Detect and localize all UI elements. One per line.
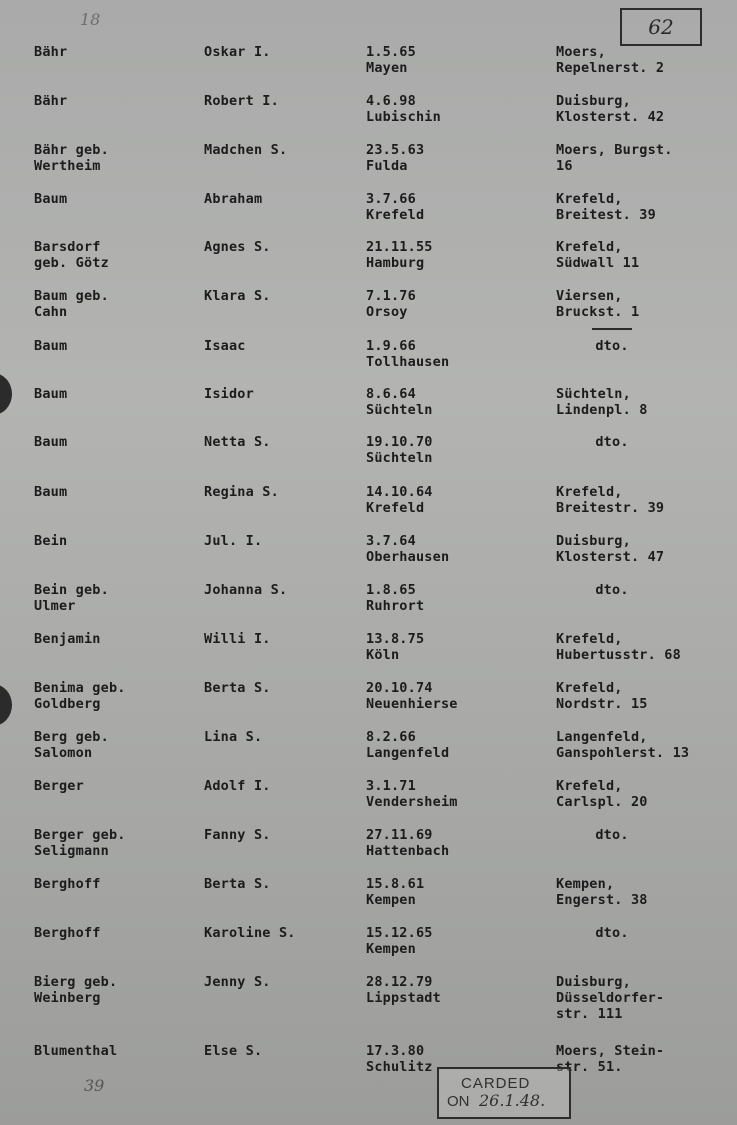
address-cell	[556, 142, 673, 174]
surname-line: Baum	[34, 338, 68, 354]
surname-line: Bähr	[34, 93, 68, 109]
surname-cell	[34, 44, 67, 60]
birth-place: Schulitz	[366, 1059, 433, 1075]
handwritten-note-top: 18	[80, 10, 101, 29]
register-row	[0, 239, 737, 287]
birth-date: 3.7.64	[366, 533, 416, 549]
given-name: Karoline S.	[204, 925, 296, 941]
surname-cell	[34, 533, 67, 549]
surname-cell	[34, 974, 117, 1006]
surname-cell	[34, 827, 126, 859]
register-row	[0, 386, 737, 434]
register-row	[0, 1043, 737, 1091]
address-cell	[556, 191, 656, 223]
address-line: Moers, Burgst.	[556, 142, 673, 158]
birth-cell	[366, 1043, 433, 1075]
birth-date: 13.8.75	[366, 631, 425, 647]
surname-line: Bein geb.	[34, 582, 109, 598]
register-row	[0, 582, 737, 630]
surname-line: Bähr geb.	[34, 142, 109, 158]
birth-date: 4.6.98	[366, 93, 416, 109]
address-line: Krefeld,	[556, 778, 623, 794]
given-name-cell	[204, 680, 271, 696]
given-name: Johanna S.	[204, 582, 288, 598]
address-line: Langenfeld,	[556, 729, 648, 745]
given-name-cell	[204, 631, 271, 647]
birth-cell	[366, 434, 433, 466]
birth-date: 27.11.69	[366, 827, 433, 843]
register-row	[0, 434, 737, 482]
address-line: dto.	[595, 827, 629, 843]
surname-cell	[34, 582, 109, 614]
birth-date: 3.7.66	[366, 191, 416, 207]
address-line: Duisburg,	[556, 974, 631, 990]
birth-cell	[366, 239, 433, 271]
address-cell	[556, 239, 639, 271]
address-cell	[556, 44, 664, 76]
address-line: Hubertusstr. 68	[556, 647, 681, 663]
pencil-underline-mark	[592, 328, 632, 330]
given-name-cell	[204, 974, 271, 990]
address-line: Carlspl. 20	[556, 794, 648, 810]
surname-line: Salomon	[34, 745, 93, 761]
birth-date: 19.10.70	[366, 434, 433, 450]
given-name-cell	[204, 582, 287, 598]
given-name: Jenny S.	[204, 974, 271, 990]
surname-line: geb. Götz	[34, 255, 109, 271]
birth-place: Vendersheim	[366, 794, 458, 810]
birth-place: Krefeld	[366, 500, 425, 516]
carded-stamp	[437, 1067, 571, 1119]
address-line: Bruckst. 1	[556, 304, 640, 320]
birth-cell	[366, 93, 441, 125]
birth-cell	[366, 925, 433, 957]
address-line: Nordstr. 15	[556, 696, 648, 712]
birth-cell	[366, 44, 416, 76]
given-name-cell	[204, 778, 271, 794]
birth-date: 8.6.64	[366, 386, 416, 402]
register-row	[0, 338, 737, 386]
birth-cell	[366, 974, 441, 1006]
given-name: Regina S.	[204, 484, 279, 500]
surname-cell	[34, 338, 67, 354]
address-cell	[556, 680, 648, 712]
birth-place: Mayen	[366, 60, 408, 76]
address-line: Engerst. 38	[556, 892, 648, 908]
surname-line: Benjamin	[34, 631, 101, 647]
birth-date: 8.2.66	[366, 729, 416, 745]
address-line: Klosterst. 47	[556, 549, 665, 565]
address-cell	[556, 778, 648, 810]
surname-cell	[34, 778, 84, 794]
given-name: Netta S.	[204, 434, 271, 450]
surname-line: Bein	[34, 533, 68, 549]
surname-line: Berghoff	[34, 925, 101, 941]
given-name-cell	[204, 925, 296, 941]
surname-line: Seligmann	[34, 843, 109, 859]
surname-line: Ulmer	[34, 598, 76, 614]
given-name: Isidor	[204, 386, 254, 402]
register-row	[0, 142, 737, 190]
given-name-cell	[204, 484, 279, 500]
address-line: Duisburg,	[556, 533, 631, 549]
surname-line: Barsdorf	[34, 239, 101, 255]
birth-cell	[366, 142, 424, 174]
birth-date: 14.10.64	[366, 484, 433, 500]
birth-date: 1.8.65	[366, 582, 416, 598]
birth-date: 23.5.63	[366, 142, 425, 158]
surname-line: Wertheim	[34, 158, 101, 174]
register-row	[0, 778, 737, 826]
address-line: Südwall 11	[556, 255, 640, 271]
surname-line: Berg geb.	[34, 729, 109, 745]
carded-stamp-date: 26.1.48.	[479, 1091, 546, 1110]
surname-line: Berghoff	[34, 876, 101, 892]
birth-cell	[366, 631, 424, 663]
birth-cell	[366, 876, 424, 908]
surname-cell	[34, 288, 109, 320]
address-line: Viersen,	[556, 288, 623, 304]
surname-line: Baum	[34, 434, 68, 450]
birth-date: 21.11.55	[366, 239, 433, 255]
address-line: Breitestr. 39	[556, 500, 665, 516]
birth-place: Neuenhierse	[366, 696, 458, 712]
given-name: Agnes S.	[204, 239, 271, 255]
given-name: Else S.	[204, 1043, 263, 1059]
birth-cell	[366, 582, 424, 614]
surname-line: Blumenthal	[34, 1043, 118, 1059]
given-name: Adolf I.	[204, 778, 271, 794]
surname-line: Cahn	[34, 304, 68, 320]
surname-cell	[34, 484, 67, 500]
birth-place: Ruhrort	[366, 598, 425, 614]
address-cell	[556, 827, 668, 843]
birth-date: 15.12.65	[366, 925, 433, 941]
birth-date: 28.12.79	[366, 974, 433, 990]
register-row	[0, 484, 737, 532]
address-cell	[556, 533, 664, 565]
address-line: Krefeld,	[556, 239, 623, 255]
given-name-cell	[204, 93, 279, 109]
register-row	[0, 925, 737, 973]
address-line: Krefeld,	[556, 631, 623, 647]
birth-place: Kempen	[366, 941, 416, 957]
given-name-cell	[204, 827, 271, 843]
birth-place: Tollhausen	[366, 354, 450, 370]
surname-cell	[34, 239, 109, 271]
address-line: Ganspohlerst. 13	[556, 745, 690, 761]
given-name: Oskar I.	[204, 44, 271, 60]
register-row	[0, 44, 737, 92]
given-name-cell	[204, 729, 262, 745]
address-cell	[556, 386, 648, 418]
register-row	[0, 876, 737, 924]
address-cell	[556, 434, 668, 450]
birth-cell	[366, 386, 433, 418]
surname-cell	[34, 631, 101, 647]
address-cell	[556, 338, 668, 354]
surname-line: Bierg geb.	[34, 974, 118, 990]
address-cell	[556, 974, 664, 1022]
address-line: Moers,	[556, 44, 606, 60]
address-line: Duisburg,	[556, 93, 631, 109]
birth-place: Krefeld	[366, 207, 425, 223]
given-name-cell	[204, 142, 287, 158]
address-line: dto.	[595, 338, 629, 354]
surname-line: Baum	[34, 484, 68, 500]
birth-cell	[366, 680, 458, 712]
address-cell	[556, 484, 664, 516]
address-cell	[556, 93, 664, 125]
address-line: str. 111	[556, 1006, 623, 1022]
given-name: Robert I.	[204, 93, 279, 109]
given-name-cell	[204, 44, 271, 60]
given-name-cell	[204, 1043, 262, 1059]
birth-cell	[366, 827, 449, 859]
surname-cell	[34, 925, 101, 941]
address-line: Süchteln,	[556, 386, 631, 402]
given-name-cell	[204, 288, 271, 304]
birth-place: Lubischin	[366, 109, 441, 125]
address-cell	[556, 288, 639, 320]
birth-cell	[366, 778, 458, 810]
birth-cell	[366, 338, 449, 370]
birth-place: Orsoy	[366, 304, 408, 320]
birth-cell	[366, 729, 449, 761]
surname-line: Bähr	[34, 44, 68, 60]
birth-place: Süchteln	[366, 450, 433, 466]
register-row	[0, 93, 737, 141]
surname-cell	[34, 434, 67, 450]
address-cell	[556, 729, 689, 761]
given-name-cell	[204, 533, 262, 549]
surname-cell	[34, 680, 126, 712]
given-name-cell	[204, 239, 271, 255]
address-line: Moers, Stein-	[556, 1043, 665, 1059]
birth-date: 17.3.80	[366, 1043, 425, 1059]
register-row	[0, 729, 737, 777]
birth-date: 20.10.74	[366, 680, 433, 696]
birth-place: Oberhausen	[366, 549, 450, 565]
given-name: Isaac	[204, 338, 246, 354]
birth-place: Süchteln	[366, 402, 433, 418]
address-line: Breitest. 39	[556, 207, 656, 223]
register-row	[0, 533, 737, 581]
birth-date: 7.1.76	[366, 288, 416, 304]
register-row	[0, 631, 737, 679]
given-name-cell	[204, 434, 271, 450]
given-name-cell	[204, 876, 271, 892]
birth-date: 15.8.61	[366, 876, 425, 892]
given-name-cell	[204, 338, 246, 354]
page-number-stamp: 62	[620, 8, 702, 46]
surname-line: Baum geb.	[34, 288, 109, 304]
given-name: Willi I.	[204, 631, 271, 647]
given-name: Lina S.	[204, 729, 263, 745]
register-row	[0, 680, 737, 728]
given-name: Berta S.	[204, 680, 271, 696]
birth-cell	[366, 288, 416, 320]
surname-cell	[34, 93, 67, 109]
address-cell	[556, 876, 648, 908]
given-name-cell	[204, 386, 254, 402]
surname-cell	[34, 1043, 117, 1059]
surname-cell	[34, 729, 109, 761]
address-line: dto.	[595, 925, 629, 941]
birth-place: Kempen	[366, 892, 416, 908]
handwritten-note-bottom: 39	[84, 1076, 105, 1095]
address-line: Repelnerst. 2	[556, 60, 665, 76]
birth-place: Köln	[366, 647, 400, 663]
surname-cell	[34, 191, 67, 207]
register-row	[0, 191, 737, 239]
address-line: Lindenpl. 8	[556, 402, 648, 418]
birth-place: Lippstadt	[366, 990, 441, 1006]
birth-place: Hamburg	[366, 255, 425, 271]
address-line: dto.	[595, 434, 629, 450]
surname-line: Berger	[34, 778, 84, 794]
address-cell	[556, 631, 681, 663]
register-row	[0, 974, 737, 1022]
surname-line: Baum	[34, 191, 68, 207]
given-name: Berta S.	[204, 876, 271, 892]
birth-date: 1.9.66	[366, 338, 416, 354]
given-name-cell	[204, 191, 262, 207]
surname-line: Baum	[34, 386, 68, 402]
address-line: dto.	[595, 582, 629, 598]
surname-cell	[34, 142, 109, 174]
birth-cell	[366, 533, 449, 565]
surname-line: Berger geb.	[34, 827, 126, 843]
address-line: str. 51.	[556, 1059, 623, 1075]
given-name: Abraham	[204, 191, 263, 207]
address-line: 16	[556, 158, 573, 174]
birth-place: Hattenbach	[366, 843, 450, 859]
address-line: Düsseldorfer-	[556, 990, 665, 1006]
surname-line: Weinberg	[34, 990, 101, 1006]
address-line: Kempen,	[556, 876, 615, 892]
birth-place: Langenfeld	[366, 745, 450, 761]
birth-date: 1.5.65	[366, 44, 416, 60]
birth-place: Fulda	[366, 158, 408, 174]
address-cell	[556, 1043, 664, 1075]
address-line: Klosterst. 42	[556, 109, 665, 125]
address-line: Krefeld,	[556, 484, 623, 500]
address-line: Krefeld,	[556, 191, 623, 207]
register-row	[0, 827, 737, 875]
given-name: Fanny S.	[204, 827, 271, 843]
surname-cell	[34, 386, 67, 402]
surname-line: Goldberg	[34, 696, 101, 712]
surname-line: Benima geb.	[34, 680, 126, 696]
carded-stamp-title: CARDED	[461, 1075, 531, 1092]
birth-cell	[366, 484, 433, 516]
address-line: Krefeld,	[556, 680, 623, 696]
surname-cell	[34, 876, 101, 892]
given-name: Madchen S.	[204, 142, 288, 158]
address-cell	[556, 925, 668, 941]
given-name: Jul. I.	[204, 533, 263, 549]
birth-date: 3.1.71	[366, 778, 416, 794]
birth-cell	[366, 191, 424, 223]
given-name: Klara S.	[204, 288, 271, 304]
carded-stamp-on-label: ON	[447, 1093, 470, 1110]
address-cell	[556, 582, 668, 598]
